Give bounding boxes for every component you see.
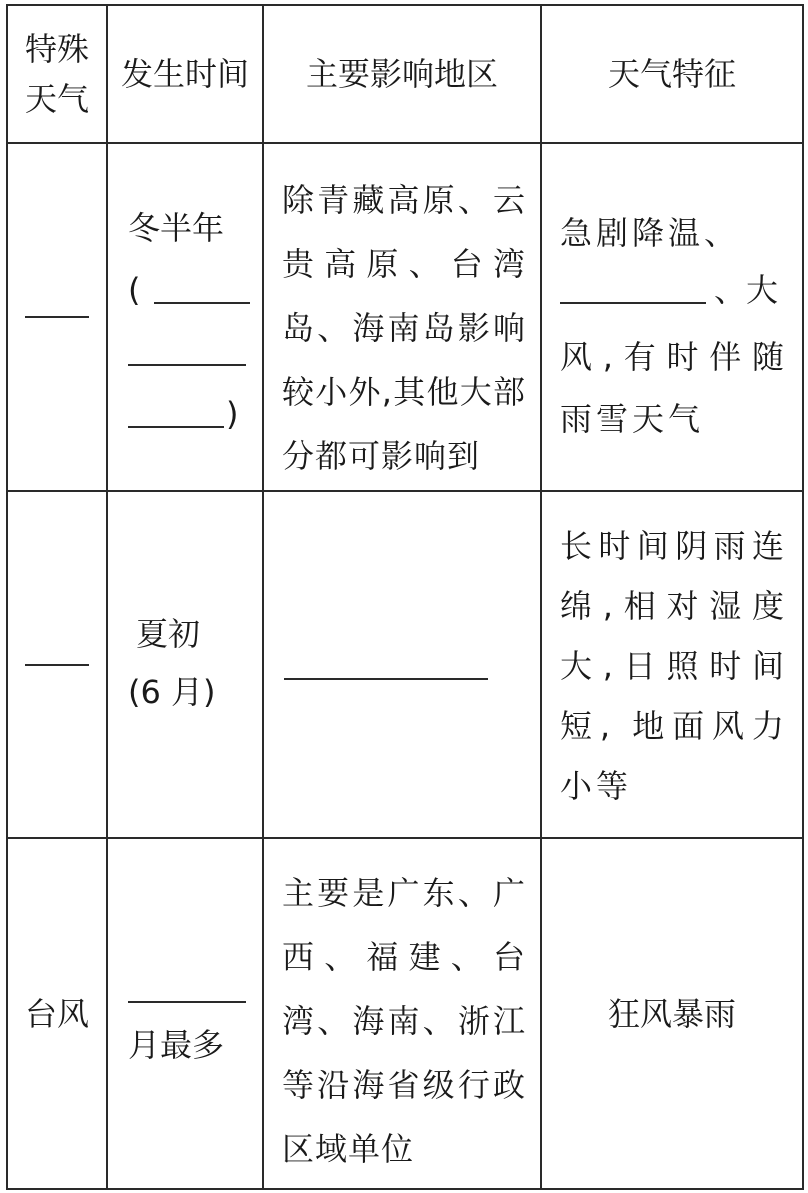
time-text: 月最多 xyxy=(128,1026,225,1064)
time-close-paren: ) xyxy=(226,395,239,433)
weather-type-cell xyxy=(7,143,107,491)
weather-type-cell xyxy=(7,838,107,1189)
time-subtext: (6 月) xyxy=(128,673,216,711)
weather-type-cell xyxy=(7,491,107,838)
header-special-weather xyxy=(7,5,107,143)
features-cell xyxy=(541,491,803,838)
weather-type-text: 台风 xyxy=(24,994,89,1033)
features-cell xyxy=(541,143,803,491)
region-cell xyxy=(263,491,541,838)
features-cell xyxy=(541,838,803,1189)
special-weather-table xyxy=(6,4,804,1190)
table-row xyxy=(7,491,803,838)
features-text-rest: 风,有时伴随雨雪天气 xyxy=(560,338,788,438)
time-open-paren: ( xyxy=(128,271,141,309)
time-text: 夏初 xyxy=(136,615,201,653)
features-blank-line xyxy=(560,302,706,304)
region-text: 主要是广东、广西、福建、台湾、海南、浙江等沿海省级行政区域单位 xyxy=(282,874,526,1168)
table-row xyxy=(7,143,803,491)
region-blank-line xyxy=(284,678,488,680)
features-text: 狂风暴雨 xyxy=(607,994,736,1033)
region-cell xyxy=(263,143,541,491)
table-row xyxy=(7,838,803,1189)
time-cell xyxy=(107,143,263,491)
weather-type-blank xyxy=(25,664,89,666)
time-cell xyxy=(107,491,263,838)
features-text-line1: 急剧降温、 xyxy=(560,214,741,252)
time-text: 冬半年 xyxy=(128,209,225,247)
time-blank-line-3 xyxy=(128,426,224,428)
header-weather-features: 天气特征 xyxy=(541,5,803,143)
header-affected-regions: 主要影响地区 xyxy=(263,5,541,143)
region-cell xyxy=(263,838,541,1189)
time-blank-line-1 xyxy=(154,302,250,304)
weather-type-blank xyxy=(25,316,89,318)
table-header-row xyxy=(7,5,803,143)
header-special-weather-line2: 天气 xyxy=(24,80,89,118)
features-text: 长时间阴雨连绵,相对湿度大,日照时间短, 地面风力小等 xyxy=(560,527,788,805)
time-blank-line xyxy=(128,1001,246,1003)
time-blank-line-2 xyxy=(128,364,246,366)
header-special-weather-line1: 特殊 xyxy=(24,30,89,68)
header-occurrence-time: 发生时间 xyxy=(107,5,263,143)
features-text-after-blank: 、大 xyxy=(714,271,779,309)
region-text: 除青藏高原、云贵高原、台湾岛、海南岛影响较小外,其他大部分都可影响到 xyxy=(282,181,526,475)
time-cell xyxy=(107,838,263,1189)
